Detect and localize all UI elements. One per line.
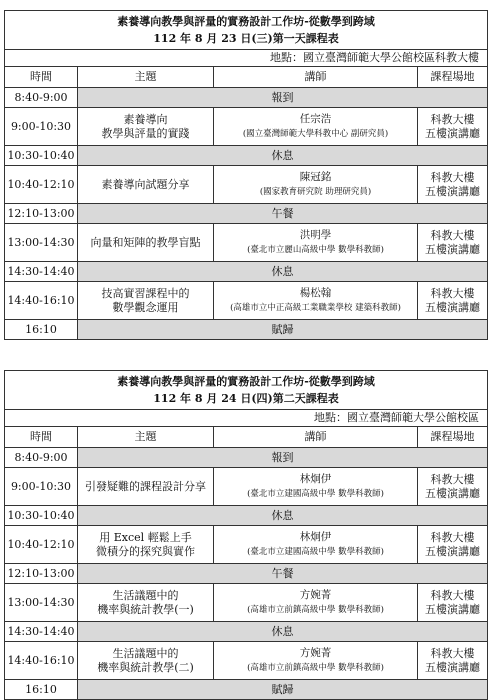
- break-label: 休息: [78, 622, 488, 642]
- speaker-name: 任宗浩: [299, 113, 332, 126]
- schedule-table-day2: [4, 370, 488, 700]
- header-topic: 主題: [78, 67, 214, 88]
- topic-line: 機率與統計教學(二): [97, 660, 194, 674]
- time-cell: 14:30-14:40: [5, 622, 78, 642]
- topic-line: 用 Excel 輕鬆上手: [99, 530, 192, 544]
- break-label: 休息: [78, 146, 488, 166]
- speaker-name: 陳冠銘: [299, 171, 332, 184]
- topic-line: 教學與評量的實踐: [101, 126, 190, 140]
- topic-line: 技高實習課程中的: [101, 286, 190, 300]
- time-cell: 14:40-16:10: [5, 282, 78, 320]
- break-label: 休息: [78, 262, 488, 282]
- schedule-rows: [5, 448, 488, 700]
- schedule-title: [5, 371, 488, 410]
- topic-line: 生活議題中的: [112, 646, 179, 660]
- speaker-affiliation: (臺北市立建國高級中學 數學科教師): [247, 489, 384, 500]
- break-row: [5, 448, 488, 468]
- session-row: [5, 282, 488, 320]
- speaker-affiliation: (國家教育研究院 助理研究員): [259, 187, 372, 198]
- speaker-name: 方婉菁: [299, 647, 332, 660]
- break-row: [5, 146, 488, 166]
- schedule-title: [5, 11, 488, 50]
- speaker-cell: [214, 584, 418, 622]
- venue-cell: [418, 584, 488, 622]
- break-row: [5, 564, 488, 584]
- venue-cell: [418, 166, 488, 204]
- topic-cell: [78, 224, 214, 262]
- venue-line: 科教大樓: [430, 530, 475, 544]
- time-cell: 10:40-12:10: [5, 166, 78, 204]
- venue-line: 五樓演講廳: [425, 544, 480, 558]
- venue-line: 五樓演講廳: [425, 602, 480, 616]
- venue-cell: [418, 108, 488, 146]
- break-row: [5, 262, 488, 282]
- speaker-name: 林炯伊: [299, 531, 332, 544]
- speaker-affiliation: (高雄市立前鎮高級中學 數學科教師): [247, 663, 384, 674]
- workshop-title: 素養導向教學與評量的實務設計工作坊-從數學到跨域: [117, 375, 375, 388]
- break-label: 賦歸: [78, 320, 488, 340]
- day-subtitle: 112 年 8 月 24 日(四)第二天課程表: [153, 392, 339, 405]
- time-cell: 9:00-10:30: [5, 108, 78, 146]
- session-row: [5, 584, 488, 622]
- time-cell: 8:40-9:00: [5, 448, 78, 468]
- time-cell: 9:00-10:30: [5, 468, 78, 506]
- break-label: 報到: [78, 448, 488, 468]
- venue-line: 科教大樓: [430, 228, 475, 242]
- header-speaker: 講師: [214, 67, 418, 88]
- topic-line: 機率與統計教學(一): [97, 602, 194, 616]
- header-time: 時間: [5, 67, 78, 88]
- topic-line: 素養導向: [123, 112, 168, 126]
- topic-line: 微積分的探究與實作: [96, 544, 195, 558]
- topic-line: 數學觀念運用: [112, 300, 179, 314]
- speaker-cell: [214, 526, 418, 564]
- time-cell: 10:40-12:10: [5, 526, 78, 564]
- speaker-affiliation: (高雄市立中正高級工業職業學校 建築科教師): [230, 303, 401, 314]
- time-cell: 13:00-14:30: [5, 224, 78, 262]
- topic-line: 素養導向試題分享: [101, 177, 190, 191]
- venue-cell: [418, 224, 488, 262]
- topic-cell: [78, 166, 214, 204]
- time-cell: 10:30-10:40: [5, 506, 78, 526]
- session-row: [5, 224, 488, 262]
- time-cell: 16:10: [5, 320, 78, 340]
- venue-line: 科教大樓: [430, 286, 475, 300]
- break-label: 休息: [78, 506, 488, 526]
- schedule-rows: [5, 88, 488, 340]
- topic-cell: [78, 642, 214, 680]
- session-row: [5, 166, 488, 204]
- speaker-cell: [214, 642, 418, 680]
- session-row: [5, 642, 488, 680]
- time-cell: 14:40-16:10: [5, 642, 78, 680]
- topic-cell: [78, 526, 214, 564]
- location-text: 地點：國立臺灣師範大學公館校區: [5, 410, 488, 427]
- topic-cell: [78, 468, 214, 506]
- venue-line: 五樓演講廳: [425, 486, 480, 500]
- session-row: [5, 468, 488, 506]
- topic-line: 引發疑難的課程設計分享: [85, 479, 206, 493]
- time-cell: 14:30-14:40: [5, 262, 78, 282]
- speaker-name: 方婉菁: [299, 589, 332, 602]
- topic-cell: [78, 584, 214, 622]
- venue-line: 科教大樓: [430, 472, 475, 486]
- speaker-cell: [214, 224, 418, 262]
- header-topic: 主題: [78, 427, 214, 448]
- header-row: [5, 427, 488, 448]
- header-row: [5, 67, 488, 88]
- speaker-cell: [214, 108, 418, 146]
- break-label: 賦歸: [78, 680, 488, 700]
- session-row: [5, 526, 488, 564]
- topic-cell: [78, 108, 214, 146]
- time-cell: 10:30-10:40: [5, 146, 78, 166]
- break-row: [5, 680, 488, 700]
- day-subtitle: 112 年 8 月 23 日(三)第一天課程表: [153, 32, 339, 45]
- time-cell: 12:10-13:00: [5, 564, 78, 584]
- topic-cell: [78, 282, 214, 320]
- venue-line: 科教大樓: [430, 588, 475, 602]
- header-speaker: 講師: [214, 427, 418, 448]
- speaker-affiliation: (臺北市立建國高級中學 數學科教師): [247, 547, 384, 558]
- topic-line: 向量和矩陣的教學盲點: [90, 235, 201, 249]
- header-venue: 課程場地: [418, 427, 488, 448]
- venue-cell: [418, 642, 488, 680]
- break-row: [5, 88, 488, 108]
- speaker-name: 楊松翰: [299, 287, 332, 300]
- header-venue: 課程場地: [418, 67, 488, 88]
- speaker-affiliation: (高雄市立前鎮高級中學 數學科教師): [247, 605, 384, 616]
- break-label: 午餐: [78, 204, 488, 224]
- header-time: 時間: [5, 427, 78, 448]
- break-row: [5, 506, 488, 526]
- venue-line: 科教大樓: [430, 170, 475, 184]
- speaker-cell: [214, 282, 418, 320]
- topic-line: 生活議題中的: [112, 588, 179, 602]
- time-cell: 12:10-13:00: [5, 204, 78, 224]
- speaker-name: 洪明學: [299, 229, 332, 242]
- time-cell: 16:10: [5, 680, 78, 700]
- venue-line: 五樓演講廳: [425, 184, 480, 198]
- venue-cell: [418, 282, 488, 320]
- break-label: 午餐: [78, 564, 488, 584]
- speaker-cell: [214, 468, 418, 506]
- speaker-affiliation: (臺北市立麗山高級中學 數學科教師): [247, 245, 384, 256]
- break-label: 報到: [78, 88, 488, 108]
- session-row: [5, 108, 488, 146]
- venue-line: 五樓演講廳: [425, 300, 480, 314]
- speaker-name: 林炯伊: [299, 473, 332, 486]
- location-text: 地點：國立臺灣師範大學公館校區科教大樓: [5, 50, 488, 67]
- venue-line: 科教大樓: [430, 646, 475, 660]
- venue-line: 五樓演講廳: [425, 660, 480, 674]
- venue-line: 五樓演講廳: [425, 242, 480, 256]
- venue-line: 五樓演講廳: [425, 126, 480, 140]
- break-row: [5, 622, 488, 642]
- speaker-affiliation: (國立臺灣師範大學科教中心 副研究員): [242, 129, 389, 140]
- venue-cell: [418, 468, 488, 506]
- venue-line: 科教大樓: [430, 112, 475, 126]
- workshop-title: 素養導向教學與評量的實務設計工作坊-從數學到跨域: [117, 15, 375, 28]
- time-cell: 13:00-14:30: [5, 584, 78, 622]
- time-cell: 8:40-9:00: [5, 88, 78, 108]
- speaker-cell: [214, 166, 418, 204]
- venue-cell: [418, 526, 488, 564]
- break-row: [5, 204, 488, 224]
- break-row: [5, 320, 488, 340]
- schedule-table-day1: [4, 10, 488, 340]
